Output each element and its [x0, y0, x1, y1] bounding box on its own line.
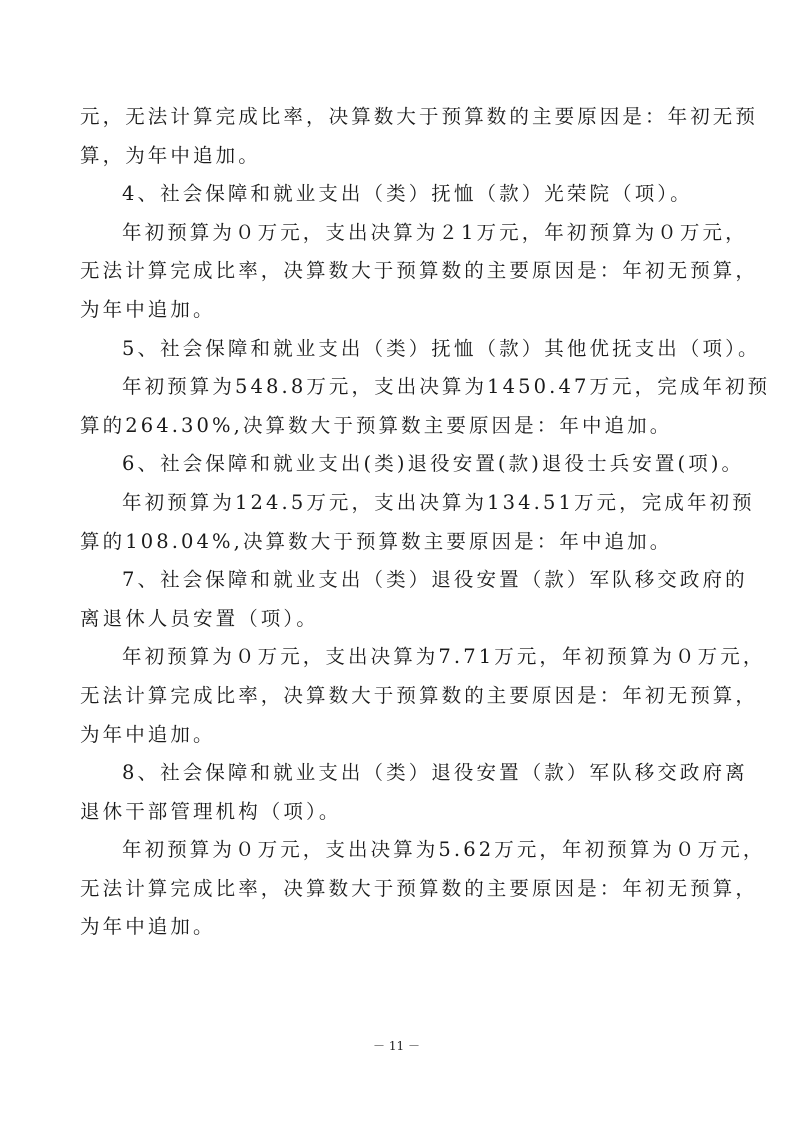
text-line: 5、社会保障和就业支出（类）抚恤（款）其他优抚支出（项）。: [122, 336, 761, 360]
text-line: 年初预算为０万元，支出决算为２1万元，年初预算为０万元，: [122, 220, 748, 244]
text-line: 6、社会保障和就业支出(类)退役安置(款)退役士兵安置(项)。: [122, 452, 745, 476]
text-line: 4、社会保障和就业支出（类）抚恤（款）光荣院（项）。: [122, 182, 693, 206]
text-line: 为年中追加。: [80, 722, 216, 746]
text-line: 7、社会保障和就业支出（类）退役安置（款）军队移交政府的: [122, 568, 748, 592]
page-number: － 11 －: [373, 1039, 420, 1053]
text-line: 年初预算为124.5万元，支出决算为134.51万元，完成年初预: [122, 490, 755, 514]
document-body: [80, 98, 771, 947]
text-line: 无法计算完成比率，决算数大于预算数的主要原因是：年初无预算，: [80, 876, 759, 900]
text-line: 为年中追加。: [80, 297, 216, 321]
text-line: 年初预算为０万元，支出决算为5.62万元，年初预算为０万元，: [122, 838, 766, 862]
text-line: 离退休人员安置（项）。: [80, 606, 319, 630]
text-line: 8、社会保障和就业支出（类）退役安置（款）军队移交政府离: [122, 761, 748, 785]
text-line: 算的108.04%,决算数大于预算数主要原因是：年中追加。: [80, 529, 673, 553]
text-line: 年初预算为０万元，支出决算为7.71万元，年初预算为０万元，: [122, 645, 766, 669]
text-line: 年初预算为548.8万元，支出决算为1450.47万元，完成年初预: [122, 375, 771, 399]
text-line: 算的264.30%,决算数大于预算数主要原因是：年中追加。: [80, 413, 673, 437]
text-line: 无法计算完成比率，决算数大于预算数的主要原因是：年初无预算，: [80, 683, 759, 707]
text-line: 无法计算完成比率，决算数大于预算数的主要原因是：年初无预算，: [80, 259, 759, 283]
text-line: 算，为年中追加。: [80, 143, 261, 167]
text-line: 为年中追加。: [80, 915, 216, 939]
text-line: 退休干部管理机构（项）。: [80, 799, 342, 823]
text-line: 元，无法计算完成比率，决算数大于预算数的主要原因是：年初无预: [80, 105, 759, 128]
